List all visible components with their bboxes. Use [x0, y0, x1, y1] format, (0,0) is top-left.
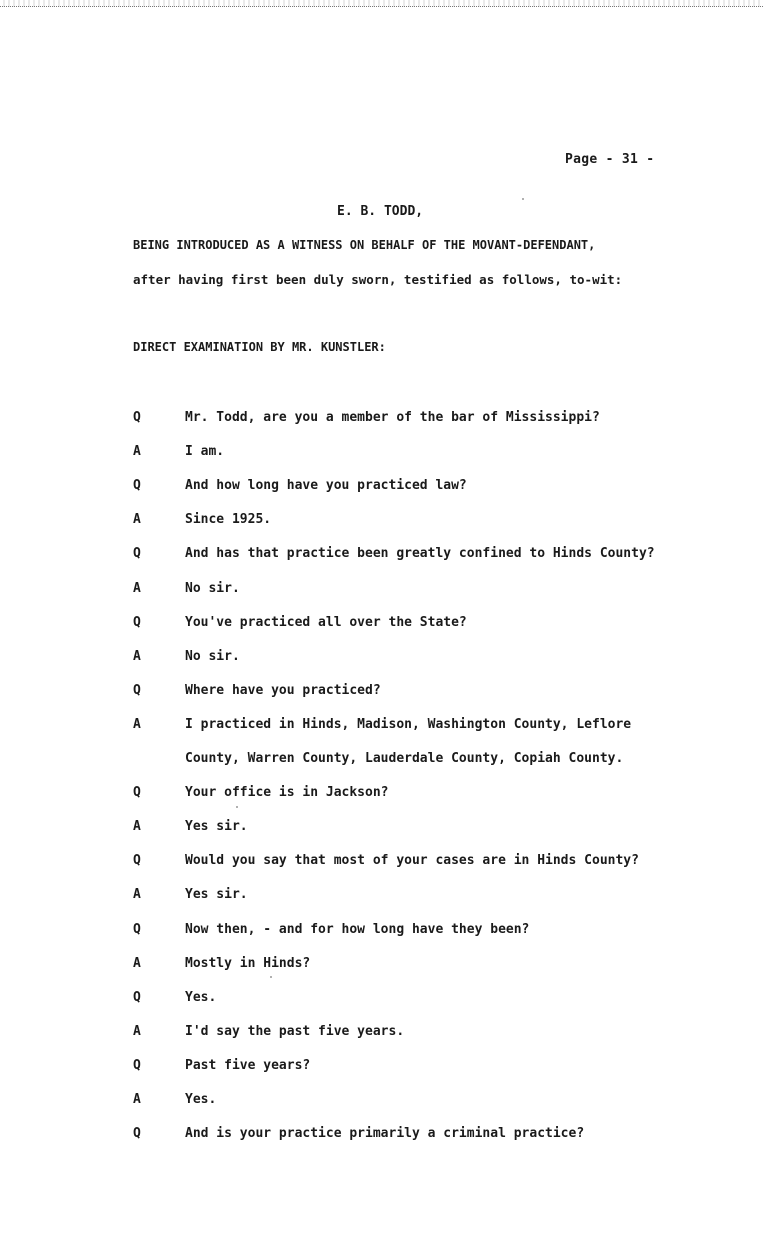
speaker-label: A — [133, 444, 141, 459]
testimony-text: Past five years? — [185, 1058, 311, 1073]
introduction-line: after having first been duly sworn, testified as follows, to-wit: — [133, 272, 623, 287]
testimony-text: Now then, - and for how long have they been? — [185, 922, 530, 937]
transcript-line — [0, 990, 763, 1010]
transcript-line — [0, 922, 763, 942]
transcript-line — [0, 546, 763, 566]
speaker-label: Q — [133, 410, 141, 425]
testimony-text: No sir. — [185, 649, 240, 664]
transcript-line — [0, 751, 763, 771]
transcript-line — [0, 1058, 763, 1078]
speaker-label: A — [133, 581, 141, 596]
transcript-line — [0, 887, 763, 907]
speaker-label: Q — [133, 478, 141, 493]
transcript-line — [0, 512, 763, 532]
transcript-line — [0, 581, 763, 601]
transcript-line — [0, 444, 763, 464]
speaker-label: A — [133, 956, 141, 971]
testimony-text: And has that practice been greatly confined to Hinds County? — [185, 546, 655, 561]
speaker-label: A — [133, 649, 141, 664]
transcript-line — [0, 478, 763, 498]
testimony-text: I am. — [185, 444, 225, 459]
testimony-text: Since 1925. — [185, 512, 272, 527]
speaker-label: A — [133, 1092, 141, 1107]
scan-speck — [270, 976, 272, 978]
transcript-line — [0, 615, 763, 635]
speaker-label: Q — [133, 1058, 141, 1073]
speaker-label: A — [133, 717, 141, 732]
testimony-text: Mr. Todd, are you a member of the bar of Mississippi? — [185, 410, 600, 425]
speaker-label: Q — [133, 546, 141, 561]
testimony-text: Mostly in Hinds? — [185, 956, 311, 971]
speaker-label: A — [133, 887, 141, 902]
testimony-text: And how long have you practiced law? — [185, 478, 467, 493]
testimony-text: You've practiced all over the State? — [185, 615, 467, 630]
testimony-text: County, Warren County, Lauderdale County, Copiah County. — [185, 751, 624, 766]
testimony-text: Yes sir. — [185, 887, 248, 902]
speaker-label: A — [133, 819, 141, 834]
speaker-label: A — [133, 1024, 141, 1039]
testimony-text: I practiced in Hinds, Madison, Washington County, Leflore — [185, 717, 632, 732]
speaker-label: Q — [133, 1126, 141, 1141]
witness-name: E. B. TODD, — [337, 204, 424, 219]
speaker-label: Q — [133, 683, 141, 698]
testimony-text: Yes. — [185, 1092, 217, 1107]
transcript-line — [0, 1126, 763, 1146]
speaker-label: Q — [133, 853, 141, 868]
transcript-line — [0, 410, 763, 430]
page-number: Page - 31 - — [565, 152, 655, 167]
testimony-text: No sir. — [185, 581, 240, 596]
scan-speck — [236, 806, 238, 808]
speaker-label: Q — [133, 785, 141, 800]
speaker-label: A — [133, 512, 141, 527]
transcript-line — [0, 1024, 763, 1044]
transcript-line — [0, 683, 763, 703]
speaker-label: Q — [133, 922, 141, 937]
transcript-line — [0, 1092, 763, 1112]
testimony-text: Yes. — [185, 990, 217, 1005]
transcript-line — [0, 785, 763, 805]
transcript-line — [0, 819, 763, 839]
transcript-line — [0, 956, 763, 976]
testimony-text: Where have you practiced? — [185, 683, 381, 698]
testimony-text: Would you say that most of your cases are in Hinds County? — [185, 853, 639, 868]
examination-heading: DIRECT EXAMINATION BY MR. KUNSTLER: — [133, 340, 386, 354]
testimony-text: I'd say the past five years. — [185, 1024, 405, 1039]
transcript-line — [0, 717, 763, 737]
introduction-line: BEING INTRODUCED AS A WITNESS ON BEHALF OF THE MOVANT-DEFENDANT, — [133, 238, 596, 252]
testimony-text: Yes sir. — [185, 819, 248, 834]
testimony-text: And is your practice primarily a criminal practice? — [185, 1126, 585, 1141]
scan-speck — [522, 198, 524, 200]
testimony-text: Your office is in Jackson? — [185, 785, 389, 800]
transcript-line — [0, 853, 763, 873]
speaker-label: Q — [133, 990, 141, 1005]
transcript-line — [0, 649, 763, 669]
speaker-label: Q — [133, 615, 141, 630]
